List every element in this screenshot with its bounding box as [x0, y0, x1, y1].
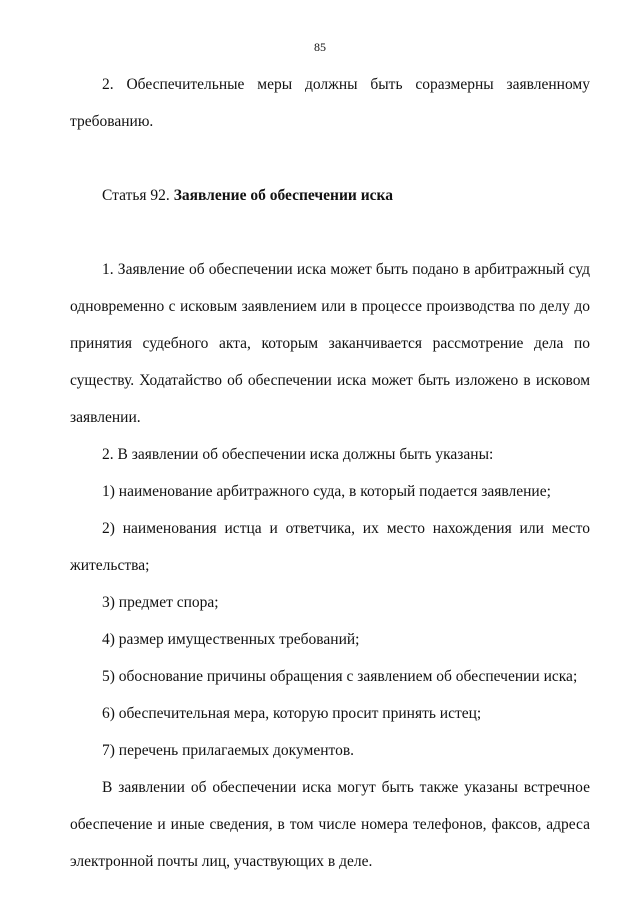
article-heading — [70, 177, 590, 214]
page-number: 85 — [314, 40, 326, 54]
list-item-1: 1) наименование арбитражного суда, в который подается заявление; — [102, 483, 551, 500]
document-body — [70, 66, 590, 880]
list-item-2: 2) наименования истца и ответчика, их место нахождения или место жительства; — [70, 520, 590, 574]
list-item-4: 4) размер имущественных требований; — [102, 631, 360, 648]
paragraph-1: 1. Заявление об обеспечении иска может быть подано в арбитражный суд одновременно с исковым заявлением или в процессе производства по делу до принятия судебного акта, которым заканчивается рассмотрение дела по существу. Ходатайство об обеспечении иска может быть изложено в исковом заявлении. — [70, 261, 590, 426]
paragraph-intro: 2. Обеспечительные меры должны быть соразмерны заявленному требованию. — [70, 76, 590, 130]
article-number: Статья 92. — [102, 187, 174, 204]
article-title: Заявление об обеспечении иска — [173, 187, 393, 204]
list-item-5: 5) обоснование причины обращения с заявлением об обеспечении иска; — [102, 668, 578, 685]
list-item-3: 3) предмет спора; — [102, 594, 219, 611]
paragraph-2: 2. В заявлении об обеспечении иска должны быть указаны: — [102, 446, 494, 463]
list-item-7: 7) перечень прилагаемых документов. — [102, 742, 355, 759]
paragraph-closing: В заявлении об обеспечении иска могут быть также указаны встречное обеспечение и иные сведения, в том числе номера телефонов, факсов, адреса электронной почты лиц, участвующих в деле. — [70, 779, 590, 870]
list-item-6: 6) обеспечительная мера, которую просит принять истец; — [102, 705, 482, 722]
